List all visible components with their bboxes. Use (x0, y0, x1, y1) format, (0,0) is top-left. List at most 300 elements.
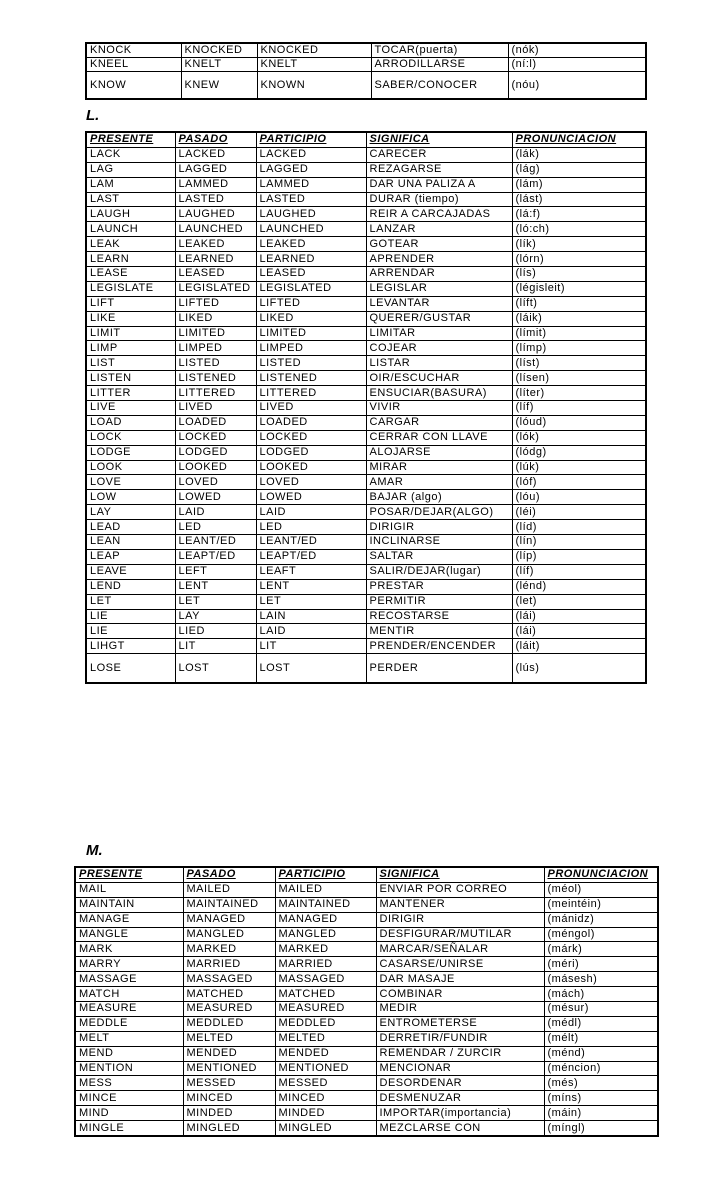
pasado-cell: MELTED (183, 1031, 275, 1046)
pronunciacion-cell: (líst) (512, 356, 646, 371)
table-row (86, 549, 646, 564)
pasado-cell: LISTENED (175, 371, 256, 386)
table-row (86, 237, 646, 252)
participio-cell: LEAFT (256, 564, 366, 579)
significa-cell: DESORDENAR (376, 1076, 544, 1091)
presente-cell: MANAGE (75, 912, 183, 927)
presente-cell: LAM (86, 177, 175, 192)
table-row (75, 1046, 658, 1061)
participio-cell: LISTENED (256, 371, 366, 386)
pasado-cell: MEDDLED (183, 1016, 275, 1031)
participio-cell: MAILED (275, 882, 376, 897)
presente-cell: LIE (86, 609, 175, 624)
presente-cell: LODGE (86, 445, 175, 460)
pasado-cell: MAILED (183, 882, 275, 897)
pronunciacion-cell: (másesh) (544, 972, 658, 987)
participio-cell: LAUNCHED (256, 222, 366, 237)
pasado-cell: LODGED (175, 445, 256, 460)
participio-cell: MANGLED (275, 927, 376, 942)
pasado-cell: MENTIONED (183, 1061, 275, 1076)
table-row (86, 490, 646, 505)
table-row (86, 162, 646, 177)
pronunciacion-cell: (líp) (512, 549, 646, 564)
participio-cell: LEGISLATED (256, 281, 366, 296)
pronunciacion-cell: (léi) (512, 505, 646, 520)
pronunciacion-cell: (líter) (512, 386, 646, 401)
presente-cell: LEAD (86, 520, 175, 535)
pasado-cell: LAGGED (175, 162, 256, 177)
pasado-cell: LOOKED (175, 460, 256, 475)
significa-cell: DURAR (tiempo) (366, 192, 512, 207)
table-row (75, 1121, 658, 1136)
table-row (86, 445, 646, 460)
significa-cell: PRENDER/ENCENDER (366, 639, 512, 654)
pronunciacion-cell: (mách) (544, 987, 658, 1002)
pronunciacion-cell: (lís) (512, 267, 646, 282)
table-row (75, 882, 658, 897)
section-l-table (85, 131, 647, 684)
participio-cell: LIKED (256, 311, 366, 326)
pronunciacion-cell: (lódg) (512, 445, 646, 460)
pasado-cell: MANAGED (183, 912, 275, 927)
presente-cell: LEAP (86, 549, 175, 564)
column-header-significa: SIGNIFICA (366, 132, 512, 147)
pasado-cell: MINDED (183, 1106, 275, 1121)
pronunciacion-cell: (lísen) (512, 371, 646, 386)
pasado-cell: LISTED (175, 356, 256, 371)
pasado-cell: LAID (175, 505, 256, 520)
pronunciacion-cell: (lóu) (512, 490, 646, 505)
participio-cell: LOADED (256, 415, 366, 430)
pronunciacion-cell: (mánidz) (544, 912, 658, 927)
significa-cell: MEZCLARSE CON (376, 1121, 544, 1136)
presente-cell: LIST (86, 356, 175, 371)
pasado-cell: LOADED (175, 415, 256, 430)
participio-cell: LACKED (256, 147, 366, 162)
pasado-cell: MARKED (183, 942, 275, 957)
table-row (86, 505, 646, 520)
participio-cell: KNELT (257, 58, 371, 72)
significa-cell: ENTROMETERSE (376, 1016, 544, 1031)
table-row (75, 1002, 658, 1017)
pronunciacion-cell: (lík) (512, 237, 646, 252)
column-header-pronunciacion: PRONUNCIACION (512, 132, 646, 147)
participio-cell: MINDED (275, 1106, 376, 1121)
participio-cell: MINCED (275, 1091, 376, 1106)
section-l-header-row (86, 132, 646, 147)
table-row (75, 1091, 658, 1106)
participio-cell: MESSED (275, 1076, 376, 1091)
pronunciacion-cell: (lá:f) (512, 207, 646, 222)
significa-cell: ENSUCIAR(BASURA) (366, 386, 512, 401)
participio-cell: MATCHED (275, 987, 376, 1002)
table-row (75, 1061, 658, 1076)
presente-cell: MASSAGE (75, 972, 183, 987)
pasado-cell: LIMPED (175, 341, 256, 356)
presente-cell: LIMP (86, 341, 175, 356)
pronunciacion-cell: (lág) (512, 162, 646, 177)
table-row (75, 1076, 658, 1091)
pronunciacion-cell: (lást) (512, 192, 646, 207)
participio-cell: LEASED (256, 267, 366, 282)
table-row (86, 72, 646, 100)
pronunciacion-cell: (méri) (544, 957, 658, 972)
participio-cell: LIT (256, 639, 366, 654)
table-row (75, 1031, 658, 1046)
significa-cell: MARCAR/SEÑALAR (376, 942, 544, 957)
participio-cell: LEANT/ED (256, 535, 366, 550)
pronunciacion-cell: (lák) (512, 147, 646, 162)
table-row (86, 609, 646, 624)
table-row (86, 267, 646, 282)
significa-cell: VIVIR (366, 401, 512, 416)
table-row (86, 58, 646, 72)
pronunciacion-cell: (líd) (512, 520, 646, 535)
table-row (86, 535, 646, 550)
pronunciacion-cell: (ní:l) (508, 58, 646, 72)
table-row (86, 624, 646, 639)
participio-cell: LAGGED (256, 162, 366, 177)
pasado-cell: LAY (175, 609, 256, 624)
significa-cell: DIRIGIR (366, 520, 512, 535)
table-row (86, 415, 646, 430)
pronunciacion-cell: (méncion) (544, 1061, 658, 1076)
significa-cell: MENTIR (366, 624, 512, 639)
significa-cell: APRENDER (366, 252, 512, 267)
pasado-cell: MINCED (183, 1091, 275, 1106)
presente-cell: MESS (75, 1076, 183, 1091)
pronunciacion-cell: (láit) (512, 639, 646, 654)
pasado-cell: LOST (175, 654, 256, 684)
significa-cell: LEVANTAR (366, 296, 512, 311)
table-row (75, 987, 658, 1002)
pronunciacion-cell: (mélt) (544, 1031, 658, 1046)
presente-cell: LET (86, 594, 175, 609)
presente-cell: MATCH (75, 987, 183, 1002)
participio-cell: LAID (256, 624, 366, 639)
significa-cell: QUERER/GUSTAR (366, 311, 512, 326)
presente-cell: MEASURE (75, 1002, 183, 1017)
presente-cell: KNEEL (86, 58, 181, 72)
presente-cell: LISTEN (86, 371, 175, 386)
pronunciacion-cell: (més) (544, 1076, 658, 1091)
presente-cell: MEDDLE (75, 1016, 183, 1031)
table-row (75, 912, 658, 927)
participio-cell: MANAGED (275, 912, 376, 927)
participio-cell: LED (256, 520, 366, 535)
significa-cell: MENCIONAR (376, 1061, 544, 1076)
table-row (86, 475, 646, 490)
significa-cell: MANTENER (376, 897, 544, 912)
pasado-cell: LEARNED (175, 252, 256, 267)
pronunciacion-cell: (meintéin) (544, 897, 658, 912)
presente-cell: LOSE (86, 654, 175, 684)
participio-cell: KNOWN (257, 72, 371, 100)
table-row (86, 252, 646, 267)
table-row (86, 43, 646, 58)
section-m-header-row (75, 867, 658, 882)
participio-cell: MINGLED (275, 1121, 376, 1136)
table-row (86, 281, 646, 296)
pasado-cell: LAMMED (175, 177, 256, 192)
pronunciacion-cell: (míns) (544, 1091, 658, 1106)
pasado-cell: LAUNCHED (175, 222, 256, 237)
participio-cell: MAINTAINED (275, 897, 376, 912)
participio-cell: MEASURED (275, 1002, 376, 1017)
column-header-pasado: PASADO (183, 867, 275, 882)
significa-cell: LIMITAR (366, 326, 512, 341)
participio-cell: LIMPED (256, 341, 366, 356)
participio-cell: LEAPT/ED (256, 549, 366, 564)
presente-cell: LOAD (86, 415, 175, 430)
significa-cell: TOCAR(puerta) (371, 43, 508, 58)
table-row (75, 1106, 658, 1121)
presente-cell: LIKE (86, 311, 175, 326)
presente-cell: LOVE (86, 475, 175, 490)
participio-cell: LITTERED (256, 386, 366, 401)
presente-cell: LAG (86, 162, 175, 177)
significa-cell: DERRETIR/FUNDIR (376, 1031, 544, 1046)
pronunciacion-cell: (líf) (512, 564, 646, 579)
table-row (75, 957, 658, 972)
pasado-cell: MESSED (183, 1076, 275, 1091)
participio-cell: LEARNED (256, 252, 366, 267)
pronunciacion-cell: (nóu) (508, 72, 646, 100)
significa-cell: REIR A CARCAJADAS (366, 207, 512, 222)
participio-cell: MENDED (275, 1046, 376, 1061)
pasado-cell: LIED (175, 624, 256, 639)
significa-cell: CASARSE/UNIRSE (376, 957, 544, 972)
presente-cell: LIVE (86, 401, 175, 416)
table-row (75, 942, 658, 957)
presente-cell: MIND (75, 1106, 183, 1121)
pronunciacion-cell: (let) (512, 594, 646, 609)
significa-cell: CARGAR (366, 415, 512, 430)
table-row (86, 192, 646, 207)
participio-cell: LENT (256, 579, 366, 594)
presente-cell: LEGISLATE (86, 281, 175, 296)
participio-cell: LAIN (256, 609, 366, 624)
pasado-cell: LIMITED (175, 326, 256, 341)
significa-cell: DESMENUZAR (376, 1091, 544, 1106)
participio-cell: LODGED (256, 445, 366, 460)
significa-cell: DAR UNA PALIZA A (366, 177, 512, 192)
pasado-cell: KNEW (181, 72, 257, 100)
pronunciacion-cell: (lók) (512, 430, 646, 445)
pronunciacion-cell: (lái) (512, 624, 646, 639)
significa-cell: DAR MASAJE (376, 972, 544, 987)
pasado-cell: LOVED (175, 475, 256, 490)
table-row (75, 927, 658, 942)
significa-cell: RECOSTARSE (366, 609, 512, 624)
table-row (75, 897, 658, 912)
presente-cell: KNOW (86, 72, 181, 100)
presente-cell: MAINTAIN (75, 897, 183, 912)
presente-cell: MELT (75, 1031, 183, 1046)
presente-cell: LIFT (86, 296, 175, 311)
table-row (75, 1016, 658, 1031)
presente-cell: MENTION (75, 1061, 183, 1076)
significa-cell: ARRENDAR (366, 267, 512, 282)
significa-cell: CERRAR CON LLAVE (366, 430, 512, 445)
participio-cell: LASTED (256, 192, 366, 207)
pronunciacion-cell: (lóf) (512, 475, 646, 490)
table-row (86, 401, 646, 416)
significa-cell: GOTEAR (366, 237, 512, 252)
participio-cell: LIVED (256, 401, 366, 416)
pasado-cell: LEANT/ED (175, 535, 256, 550)
table-row (86, 311, 646, 326)
table-row (86, 654, 646, 684)
significa-cell: PRESTAR (366, 579, 512, 594)
section-l-label: L. (86, 107, 100, 124)
participio-cell: MARKED (275, 942, 376, 957)
pronunciacion-cell: (límit) (512, 326, 646, 341)
significa-cell: SALTAR (366, 549, 512, 564)
table-row (86, 594, 646, 609)
table-row (86, 177, 646, 192)
table-row (86, 341, 646, 356)
table-row (86, 460, 646, 475)
table-row (86, 639, 646, 654)
significa-cell: SALIR/DEJAR(lugar) (366, 564, 512, 579)
table-row (86, 296, 646, 311)
significa-cell: INCLINARSE (366, 535, 512, 550)
table-row (86, 564, 646, 579)
significa-cell: ALOJARSE (366, 445, 512, 460)
presente-cell: LAST (86, 192, 175, 207)
presente-cell: LEASE (86, 267, 175, 282)
pasado-cell: KNOCKED (181, 43, 257, 58)
presente-cell: LEAVE (86, 564, 175, 579)
presente-cell: LOOK (86, 460, 175, 475)
significa-cell: LISTAR (366, 356, 512, 371)
presente-cell: LEAN (86, 535, 175, 550)
participio-cell: LET (256, 594, 366, 609)
significa-cell: ARRODILLARSE (371, 58, 508, 72)
pasado-cell: LEAPT/ED (175, 549, 256, 564)
presente-cell: LIE (86, 624, 175, 639)
pasado-cell: LOWED (175, 490, 256, 505)
table-row (86, 386, 646, 401)
significa-cell: LEGISLAR (366, 281, 512, 296)
pasado-cell: LACKED (175, 147, 256, 162)
significa-cell: PERMITIR (366, 594, 512, 609)
pronunciacion-cell: (lóud) (512, 415, 646, 430)
participio-cell: MENTIONED (275, 1061, 376, 1076)
pasado-cell: LEAKED (175, 237, 256, 252)
significa-cell: IMPORTAR(importancia) (376, 1106, 544, 1121)
pronunciacion-cell: (lám) (512, 177, 646, 192)
significa-cell: DIRIGIR (376, 912, 544, 927)
pronunciacion-cell: (lúk) (512, 460, 646, 475)
pronunciacion-cell: (législeit) (512, 281, 646, 296)
significa-cell: PERDER (366, 654, 512, 684)
pasado-cell: LEFT (175, 564, 256, 579)
pronunciacion-cell: (nók) (508, 43, 646, 58)
section-m-label: M. (86, 842, 103, 859)
table-row (86, 371, 646, 386)
significa-cell: POSAR/DEJAR(ALGO) (366, 505, 512, 520)
section-m-table (74, 866, 659, 1137)
presente-cell: LIMIT (86, 326, 175, 341)
pronunciacion-cell: (míngl) (544, 1121, 658, 1136)
pasado-cell: LOCKED (175, 430, 256, 445)
presente-cell: LAUGH (86, 207, 175, 222)
pasado-cell: LIT (175, 639, 256, 654)
participio-cell: MARRIED (275, 957, 376, 972)
pronunciacion-cell: (líft) (512, 296, 646, 311)
significa-cell: COJEAR (366, 341, 512, 356)
table-row (86, 579, 646, 594)
pasado-cell: LIVED (175, 401, 256, 416)
pronunciacion-cell: (líf) (512, 401, 646, 416)
pronunciacion-cell: (ménd) (544, 1046, 658, 1061)
presente-cell: MANGLE (75, 927, 183, 942)
table-row (75, 972, 658, 987)
significa-cell: ENVIAR POR CORREO (376, 882, 544, 897)
significa-cell: MEDIR (376, 1002, 544, 1017)
participio-cell: LISTED (256, 356, 366, 371)
participio-cell: LIFTED (256, 296, 366, 311)
presente-cell: LOCK (86, 430, 175, 445)
presente-cell: LOW (86, 490, 175, 505)
pronunciacion-cell: (ló:ch) (512, 222, 646, 237)
presente-cell: LITTER (86, 386, 175, 401)
pasado-cell: LED (175, 520, 256, 535)
presente-cell: MINCE (75, 1091, 183, 1106)
significa-cell: OIR/ESCUCHAR (366, 371, 512, 386)
table-row (86, 147, 646, 162)
pronunciacion-cell: (médl) (544, 1016, 658, 1031)
presente-cell: MARRY (75, 957, 183, 972)
top-verb-table (85, 42, 647, 100)
participio-cell: LEAKED (256, 237, 366, 252)
column-header-participio: PARTICIPIO (256, 132, 366, 147)
pasado-cell: MAINTAINED (183, 897, 275, 912)
pronunciacion-cell: (márk) (544, 942, 658, 957)
pasado-cell: LIFTED (175, 296, 256, 311)
participio-cell: LOST (256, 654, 366, 684)
presente-cell: MAIL (75, 882, 183, 897)
participio-cell: LOCKED (256, 430, 366, 445)
pronunciacion-cell: (mésur) (544, 1002, 658, 1017)
pasado-cell: MINGLED (183, 1121, 275, 1136)
participio-cell: MEDDLED (275, 1016, 376, 1031)
pronunciacion-cell: (lús) (512, 654, 646, 684)
significa-cell: DESFIGURAR/MUTILAR (376, 927, 544, 942)
presente-cell: LIHGT (86, 639, 175, 654)
pasado-cell: LASTED (175, 192, 256, 207)
presente-cell: MARK (75, 942, 183, 957)
pasado-cell: MASSAGED (183, 972, 275, 987)
significa-cell: CARECER (366, 147, 512, 162)
column-header-pasado: PASADO (175, 132, 256, 147)
participio-cell: LOOKED (256, 460, 366, 475)
pasado-cell: MENDED (183, 1046, 275, 1061)
participio-cell: LAMMED (256, 177, 366, 192)
pasado-cell: LENT (175, 579, 256, 594)
significa-cell: REMENDAR / ZURCIR (376, 1046, 544, 1061)
participio-cell: KNOCKED (257, 43, 371, 58)
table-row (86, 356, 646, 371)
pasado-cell: LAUGHED (175, 207, 256, 222)
pronunciacion-cell: (lénd) (512, 579, 646, 594)
presente-cell: MINGLE (75, 1121, 183, 1136)
participio-cell: MELTED (275, 1031, 376, 1046)
pronunciacion-cell: (lórn) (512, 252, 646, 267)
table-row (86, 222, 646, 237)
